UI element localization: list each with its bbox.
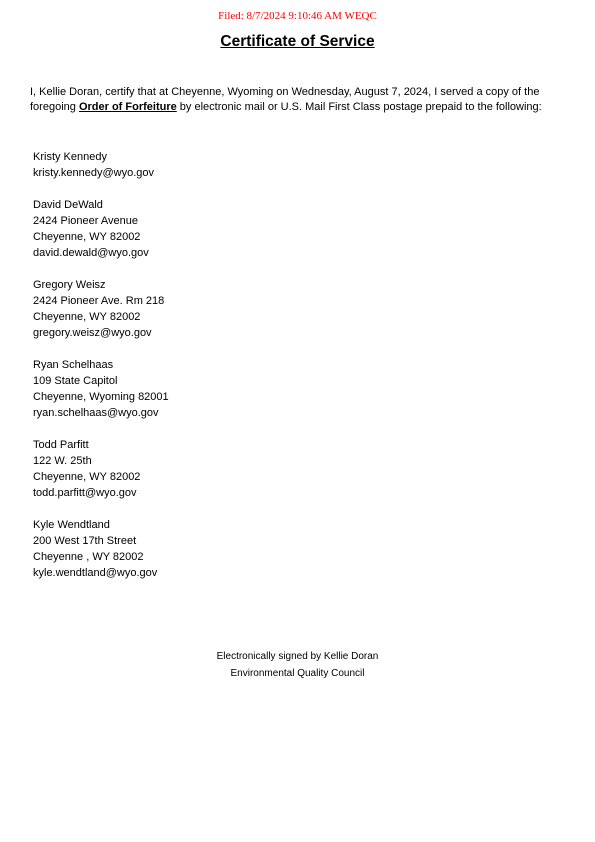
recipient-name: Kyle Wendtland (33, 519, 110, 531)
recipient-entry (33, 197, 433, 261)
recipient-list (33, 149, 433, 597)
recipient-address-line: 200 West 17th Street (33, 535, 137, 547)
recipient-entry (33, 517, 433, 581)
recipient-city-line: Cheyenne, WY 82002 (33, 231, 141, 243)
recipient-city-line: Cheyenne , WY 82002 (33, 551, 144, 563)
recipient-name: Kristy Kennedy (33, 151, 107, 163)
recipient-name: Todd Parfitt (33, 439, 89, 451)
recipient-email: ryan.schelhaas@wyo.gov (33, 407, 159, 419)
recipient-email: kyle.wendtland@wyo.gov (33, 567, 158, 579)
recipient-city-line: Cheyenne, WY 82002 (33, 471, 141, 483)
recipient-city-line: Cheyenne, WY 82002 (33, 311, 141, 323)
recipient-entry (33, 149, 433, 181)
intro-text-before: I, Kellie Doran, certify that at Cheyenne, Wyoming on Wednesday, August 7, 2024, I served a copy of the foregoing (30, 86, 540, 113)
recipient-city-line: Cheyenne, Wyoming 82001 (33, 391, 169, 403)
intro-text-after: by electronic mail or U.S. Mail First Class postage prepaid to the following: (176, 101, 542, 113)
recipient-entry (33, 437, 433, 501)
organization-name: Environmental Quality Council (230, 668, 365, 679)
recipient-email: todd.parfitt@wyo.gov (33, 487, 137, 499)
recipient-entry (33, 357, 433, 421)
recipient-email: kristy.kennedy@wyo.gov (33, 167, 155, 179)
intro-paragraph (30, 85, 570, 115)
document-name: Order of Forfeiture (78, 101, 177, 113)
filed-stamp: Filed: 8/7/2024 9:10:46 AM WEQC (218, 10, 377, 22)
recipient-email: david.dewald@wyo.gov (33, 247, 149, 259)
recipient-address-line: 109 State Capitol (33, 375, 118, 387)
recipient-name: Gregory Weisz (33, 279, 106, 291)
signature-block (0, 648, 595, 682)
signature-line: Electronically signed by Kellie Doran (216, 651, 379, 662)
recipient-name: Ryan Schelhaas (33, 359, 114, 371)
page-title: Certificate of Service (220, 33, 375, 50)
recipient-name: David DeWald (33, 199, 103, 211)
recipient-address-line: 2424 Pioneer Ave. Rm 218 (33, 295, 165, 307)
recipient-address-line: 2424 Pioneer Avenue (33, 215, 138, 227)
recipient-entry (33, 277, 433, 341)
recipient-email: gregory.weisz@wyo.gov (33, 327, 152, 339)
recipient-address-line: 122 W. 25th (33, 455, 92, 467)
